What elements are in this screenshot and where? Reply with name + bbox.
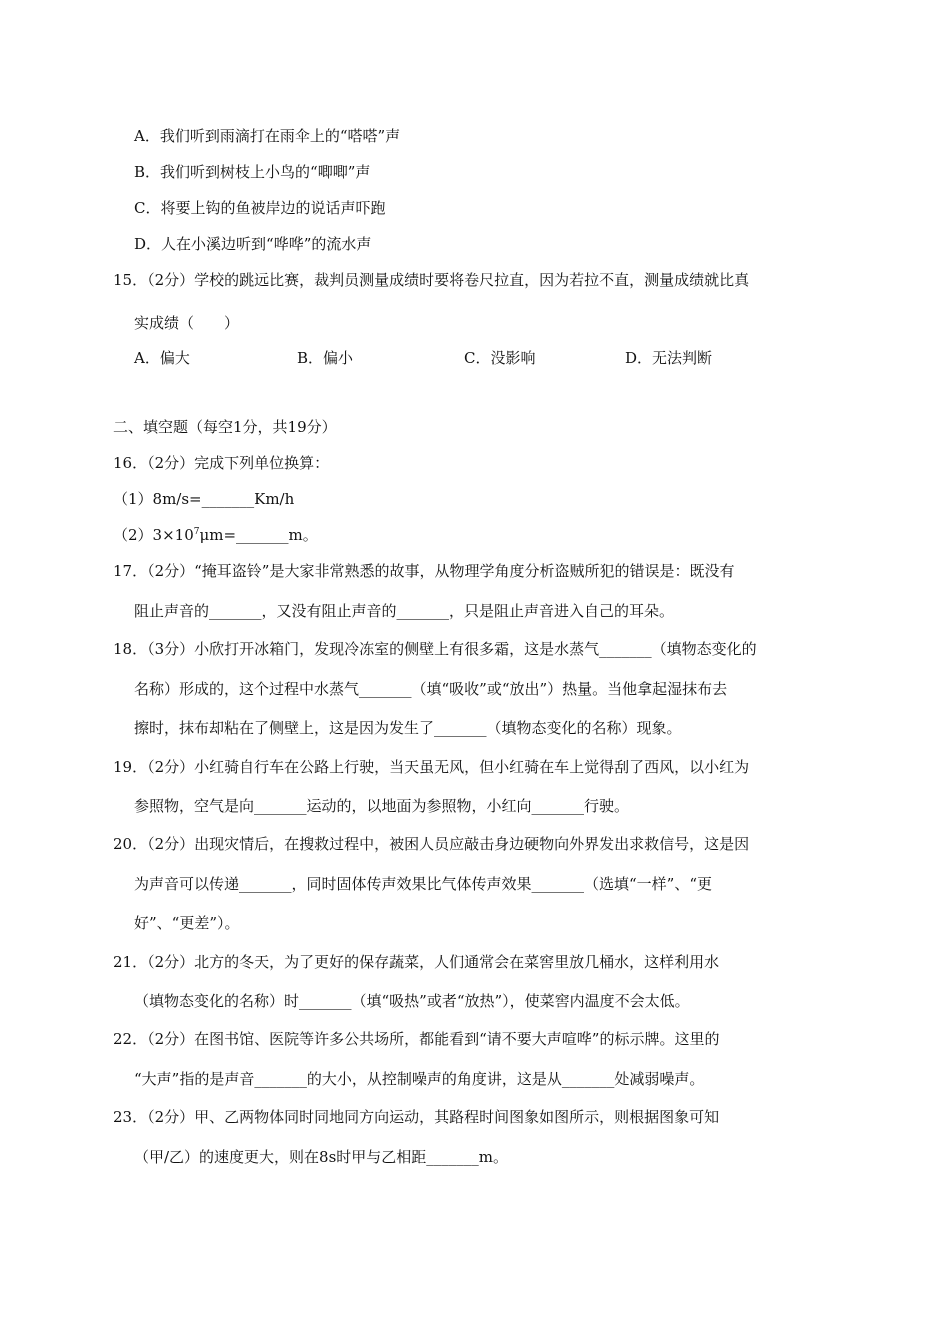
q15-option-a: A．偏大 — [134, 349, 190, 367]
q20-stem-line2: 为声音可以传递_______，同时固体传声效果比气体传声效果_______（选填“一样”、“更 — [134, 875, 713, 893]
q15-option-b: B．偏小 — [297, 349, 354, 367]
q21-stem-line2: （填物态变化的名称）时_______（填“吸热”或者“放热”），使菜窖内温度不会太低。 — [134, 992, 690, 1010]
q14-option-b: B．我们听到树枝上小鸟的“唧唧”声 — [134, 163, 371, 181]
q15-stem-line1: 15．（2分）学校的跳远比赛，裁判员测量成绩时要将卷尺拉直，因为若拉不直，测量成绩就比真 — [113, 271, 750, 289]
q15-option-d: D．无法判断 — [625, 349, 713, 367]
q21-stem-line1: 21．（2分）北方的冬天，为了更好的保存蔬菜，人们通常会在菜窖里放几桶水，这样利用水 — [113, 953, 720, 971]
q14-option-a: A．我们听到雨滴打在雨伞上的“嗒嗒”声 — [134, 127, 401, 145]
q16-sub2-exponent: 7 — [193, 527, 200, 537]
q15-stem-line2: 实成绩（ ） — [134, 314, 240, 332]
q15-option-c: C．没影响 — [464, 349, 536, 367]
q19-stem-line2: 参照物，空气是向_______运动的，以地面为参照物，小红向_______行驶。 — [134, 797, 630, 815]
q22-stem-line2: “大声”指的是声音_______的大小，从控制噪声的角度讲，这是从_______处减弱噪声。 — [134, 1070, 705, 1088]
q16-stem: 16．（2分）完成下列单位换算： — [113, 454, 330, 472]
section-title: 二、填空题（每空1分，共19分） — [113, 418, 337, 436]
q16-sub2-pre: （2）3×10 — [113, 526, 194, 544]
q23-stem-line2: （甲/乙）的速度更大，则在8s时甲与乙相距_______m。 — [134, 1148, 509, 1166]
q16-sub2-post: μm=_______m。 — [199, 526, 318, 544]
q22-stem-line1: 22．（2分）在图书馆、医院等许多公共场所，都能看到“请不要大声喧哗”的标示牌。这里的 — [113, 1030, 720, 1048]
q19-stem-line1: 19．（2分）小红骑自行车在公路上行驶，当天虽无风，但小红骑在车上觉得刮了西风，以小红为 — [113, 758, 750, 776]
q14-option-d: D．人在小溪边听到“哗哗”的流水声 — [134, 235, 372, 253]
q20-stem-line1: 20．（2分）出现灾情后，在搜救过程中，被困人员应敲击身边硬物向外界发出求救信号，这是因 — [113, 835, 750, 853]
q16-sub2 — [113, 525, 318, 545]
q14-option-c: C．将要上钩的鱼被岸边的说话声吓跑 — [134, 199, 386, 217]
q17-stem-line2: 阻止声音的_______，又没有阻止声音的_______，只是阻止声音进入自己的耳朵。 — [134, 602, 675, 620]
q17-stem-line1: 17．（2分）“掩耳盗铃”是大家非常熟悉的故事，从物理学角度分析盗贼所犯的错误是：既没有 — [113, 562, 735, 580]
q18-stem-line1: 18．（3分）小欣打开冰箱门，发现冷冻室的侧壁上有很多霜，这是水蒸气_______（填物态变化的 — [113, 640, 757, 658]
q18-stem-line3: 擦时，抹布却粘在了侧壁上，这是因为发生了_______（填物态变化的名称）现象。 — [134, 719, 682, 737]
q23-stem-line1: 23．（2分）甲、乙两物体同时同地同方向运动，其路程时间图象如图所示，则根据图象可知 — [113, 1108, 720, 1126]
q16-sub1: （1）8m/s=_______Km/h — [113, 490, 295, 508]
q20-stem-line3: 好”、“更差”）。 — [134, 914, 240, 932]
q18-stem-line2: 名称）形成的，这个过程中水蒸气_______（填“吸收”或“放出”）热量。当他拿起湿抹布去 — [134, 680, 728, 698]
